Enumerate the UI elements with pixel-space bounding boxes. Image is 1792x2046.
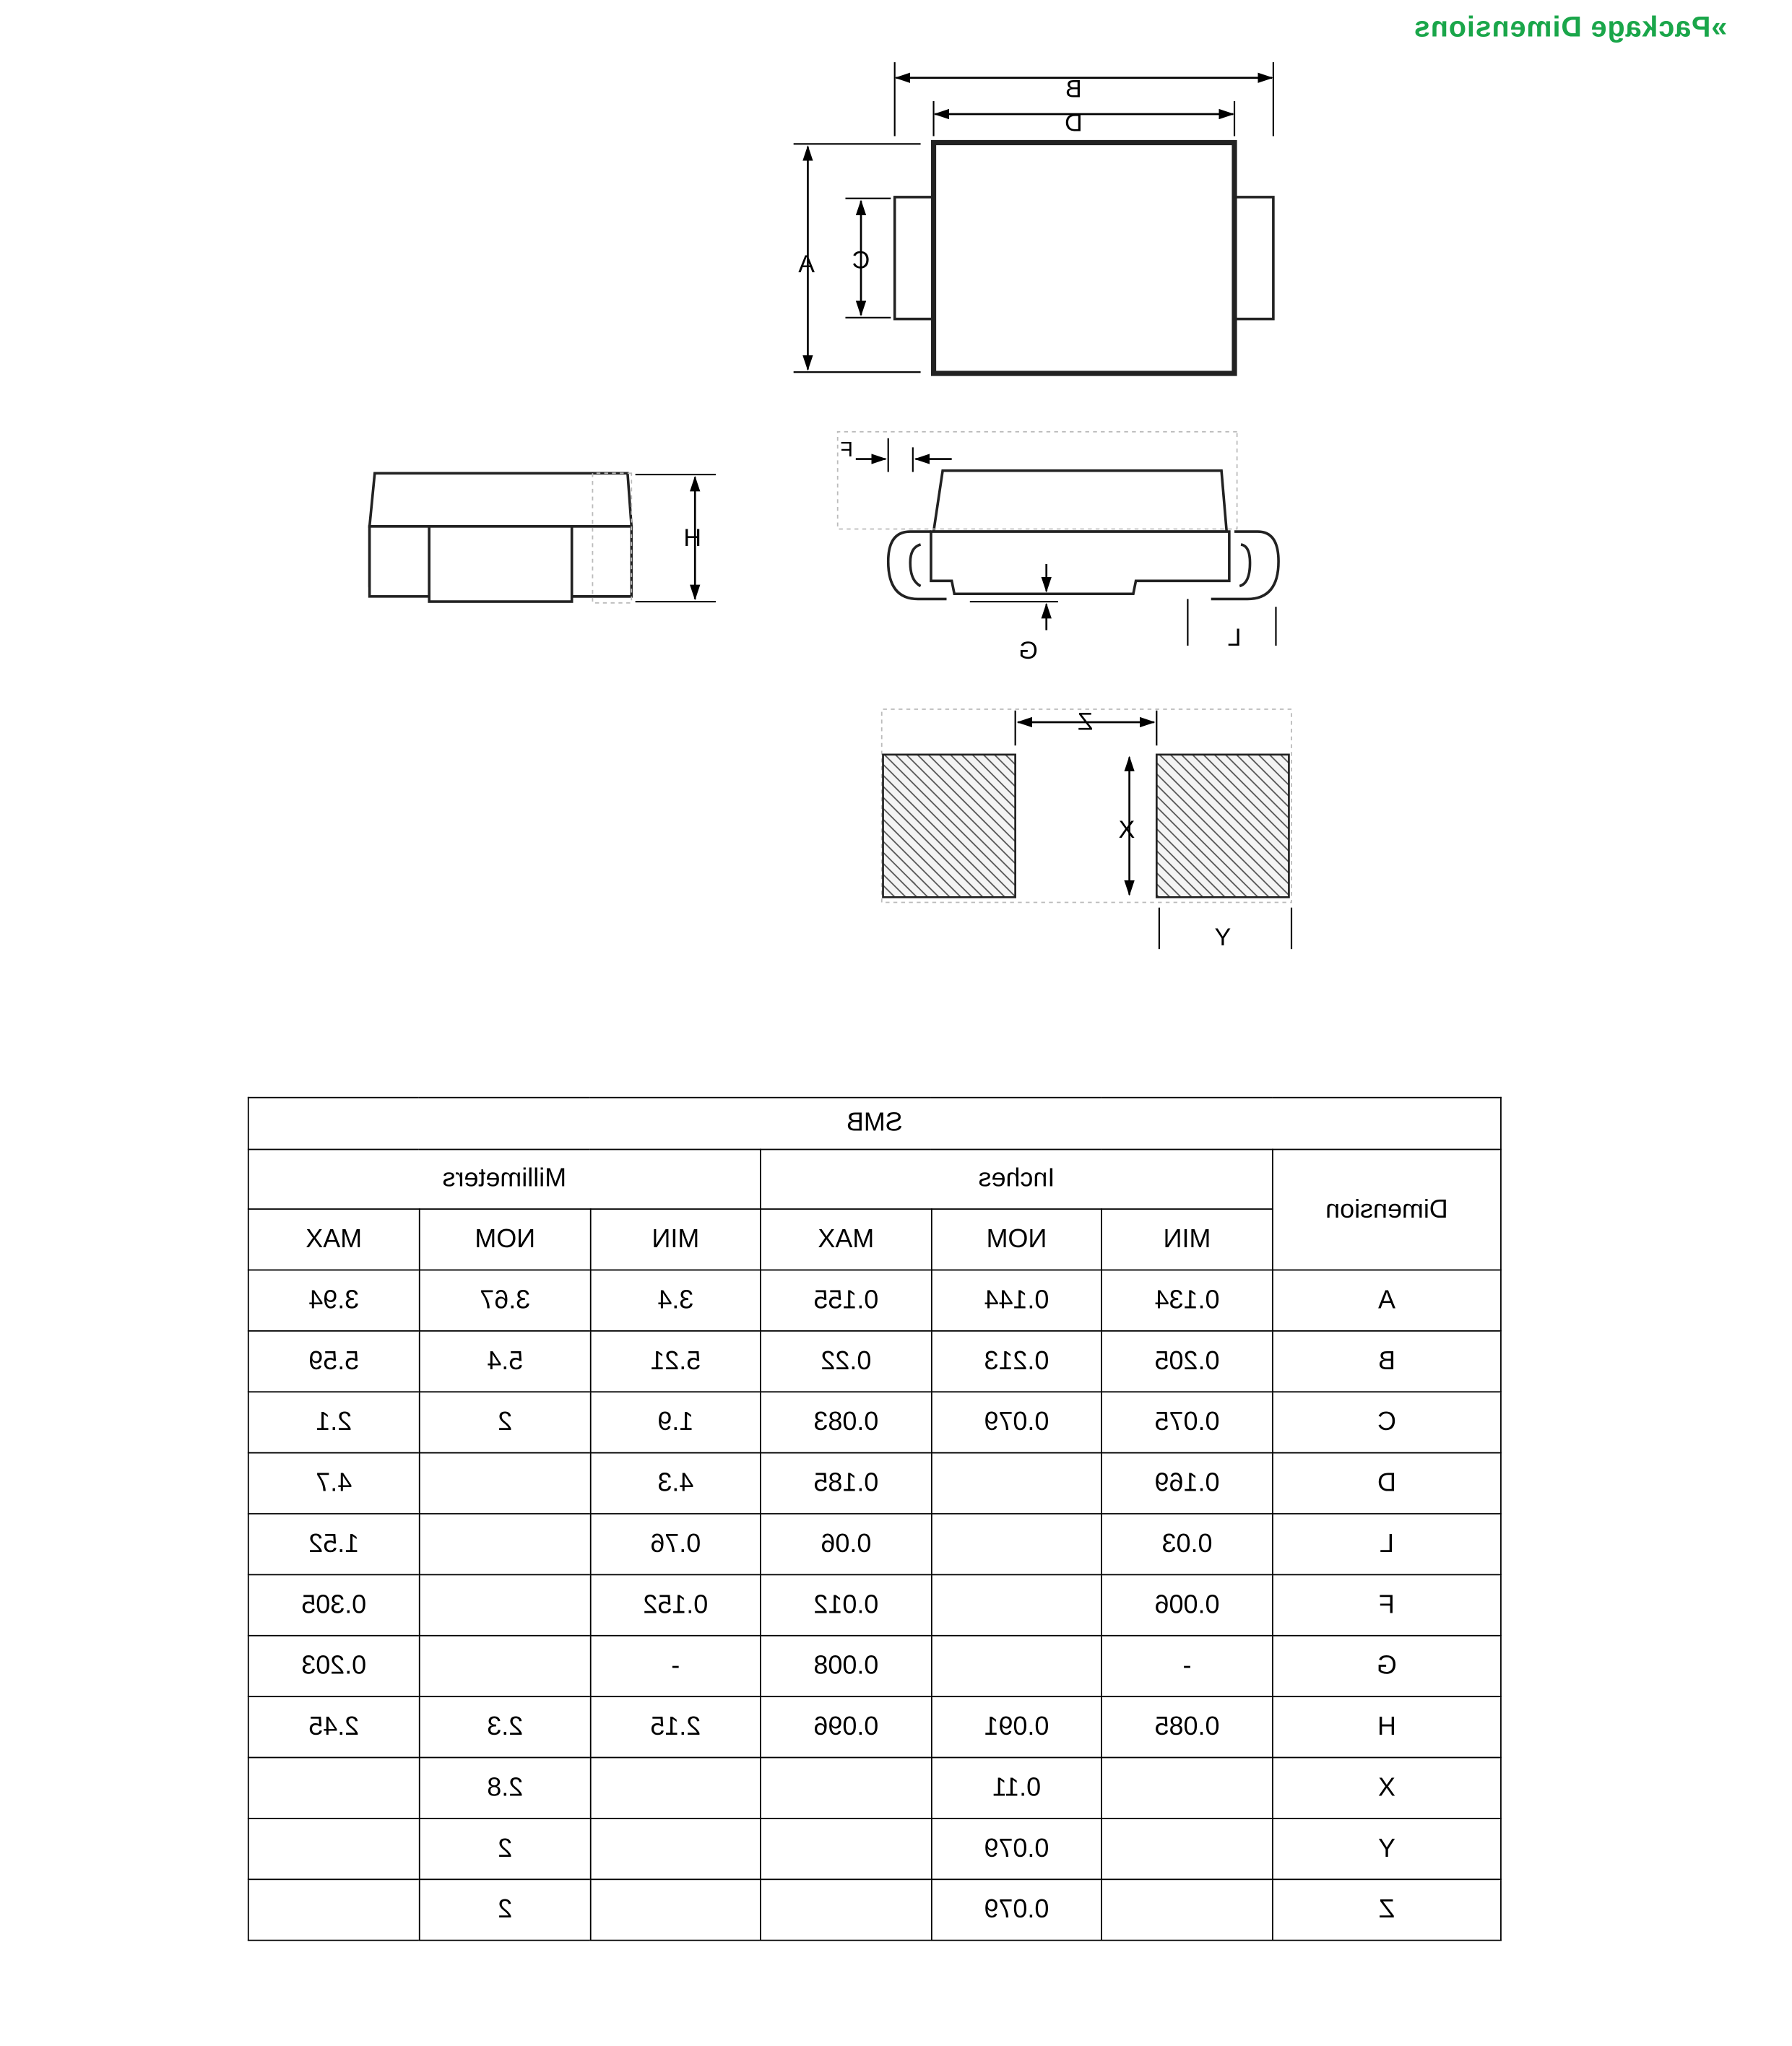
value-cell	[1101, 1758, 1273, 1819]
dimension-cell: F	[1273, 1574, 1501, 1635]
right-lead	[895, 197, 934, 319]
value-cell: 4.3	[591, 1453, 761, 1514]
label-a: A	[798, 251, 815, 279]
label-d: D	[1065, 109, 1083, 137]
value-cell	[932, 1514, 1101, 1574]
value-cell: 3.4	[591, 1270, 761, 1330]
value-cell: 2.1	[248, 1392, 420, 1452]
left-pad	[1156, 755, 1289, 897]
value-cell	[1101, 1879, 1273, 1940]
label-z: Z	[1078, 708, 1093, 736]
dimension-cell: H	[1273, 1696, 1501, 1757]
value-cell	[932, 1636, 1101, 1696]
dimension-cell: X	[1273, 1758, 1501, 1819]
dimension-cell: Z	[1273, 1879, 1501, 1940]
dimension-cell: A	[1273, 1270, 1501, 1330]
table-row	[248, 1514, 1501, 1574]
table-row	[248, 1636, 1501, 1696]
value-cell	[761, 1758, 932, 1819]
inches-header: Inches	[761, 1150, 1273, 1210]
table-row	[248, 1574, 1501, 1635]
value-cell: 2.45	[248, 1696, 420, 1757]
table-row	[248, 1696, 1501, 1757]
side-view	[838, 432, 1278, 664]
value-cell: 0.144	[932, 1270, 1101, 1330]
sub-header-inch-nom: NOM	[932, 1209, 1101, 1270]
land-pattern	[882, 708, 1291, 951]
value-cell: 5.4	[420, 1331, 591, 1392]
value-cell: 0.075	[1101, 1392, 1273, 1452]
value-cell: 0.205	[1101, 1331, 1273, 1392]
value-cell: 2.3	[420, 1696, 591, 1757]
label-b: B	[1065, 75, 1082, 103]
value-cell: 0.091	[932, 1696, 1101, 1757]
body-outline	[934, 142, 1234, 373]
value-cell: 0.012	[761, 1574, 932, 1635]
table-row	[248, 1392, 1501, 1452]
page-title: »Package Dimensions	[1414, 10, 1728, 43]
value-cell: 0.11	[932, 1758, 1101, 1819]
value-cell: 0.006	[1101, 1574, 1273, 1635]
value-cell	[932, 1453, 1101, 1514]
value-cell: 0.134	[1101, 1270, 1273, 1330]
value-cell: 0.096	[761, 1696, 932, 1757]
value-cell: 0.079	[932, 1392, 1101, 1452]
table-row	[248, 1270, 1501, 1330]
dimension-cell: G	[1273, 1636, 1501, 1696]
value-cell: 0.305	[248, 1574, 420, 1635]
value-cell: 2.8	[420, 1758, 591, 1819]
value-cell	[248, 1819, 420, 1879]
label-c: C	[852, 246, 870, 274]
sub-header-mm-max: MAX	[248, 1209, 420, 1270]
table-row	[248, 1819, 1501, 1879]
table-row	[248, 1879, 1501, 1940]
value-cell: 0.155	[761, 1270, 932, 1330]
value-cell: 1.9	[591, 1392, 761, 1452]
value-cell: 0.169	[1101, 1453, 1273, 1514]
label-g: G	[1018, 637, 1038, 665]
value-cell: 0.083	[761, 1392, 932, 1452]
value-cell	[591, 1819, 761, 1879]
value-cell: 0.008	[761, 1636, 932, 1696]
value-cell: 2	[420, 1392, 591, 1452]
value-cell: 0.03	[1101, 1514, 1273, 1574]
dimension-cell: L	[1273, 1514, 1501, 1574]
value-cell: 3.67	[420, 1270, 591, 1330]
value-cell	[248, 1758, 420, 1819]
label-l: L	[1227, 624, 1242, 652]
table-row	[248, 1331, 1501, 1392]
value-cell	[761, 1879, 932, 1940]
top-view	[794, 62, 1273, 373]
value-cell: 0.76	[591, 1514, 761, 1574]
left-lead	[1234, 197, 1273, 319]
table-row	[248, 1758, 1501, 1819]
value-cell	[248, 1879, 420, 1940]
value-cell	[761, 1819, 932, 1879]
value-cell: 0.079	[932, 1819, 1101, 1879]
label-h: H	[683, 524, 701, 552]
value-cell: 0.213	[932, 1331, 1101, 1392]
dimensions-table	[248, 1097, 1502, 1941]
value-cell	[420, 1636, 591, 1696]
dimension-cell: Y	[1273, 1819, 1501, 1879]
value-cell: 5.59	[248, 1331, 420, 1392]
table-row	[248, 1453, 1501, 1514]
value-cell: 2	[420, 1879, 591, 1940]
value-cell: 0.079	[932, 1879, 1101, 1940]
value-cell: 0.203	[248, 1636, 420, 1696]
right-pad	[883, 755, 1016, 897]
sub-header-inch-min: MIN	[1101, 1209, 1273, 1270]
dimension-header: Dimension	[1273, 1150, 1501, 1270]
value-cell: 0.06	[761, 1514, 932, 1574]
label-y: Y	[1214, 923, 1232, 951]
sub-header-inch-max: MAX	[761, 1209, 932, 1270]
value-cell: 2	[420, 1819, 591, 1879]
dimension-cell: B	[1273, 1331, 1501, 1392]
value-cell	[420, 1574, 591, 1635]
value-cell: -	[591, 1636, 761, 1696]
value-cell	[591, 1758, 761, 1819]
value-cell: 0.185	[761, 1453, 932, 1514]
value-cell	[420, 1453, 591, 1514]
value-cell: 5.21	[591, 1331, 761, 1392]
value-cell: -	[1101, 1636, 1273, 1696]
label-f: F	[840, 438, 854, 461]
value-cell: 1.52	[248, 1514, 420, 1574]
dimension-cell: D	[1273, 1453, 1501, 1514]
value-cell	[420, 1514, 591, 1574]
sub-header-mm-min: MIN	[591, 1209, 761, 1270]
value-cell	[932, 1574, 1101, 1635]
value-cell	[1101, 1819, 1273, 1879]
value-cell: 2.15	[591, 1696, 761, 1757]
package-outline-drawing	[0, 0, 1792, 1011]
value-cell: 3.94	[248, 1270, 420, 1330]
dimension-cell: C	[1273, 1392, 1501, 1452]
label-x: X	[1118, 815, 1135, 844]
value-cell: 0.085	[1101, 1696, 1273, 1757]
millimeters-header: Millimeters	[248, 1150, 761, 1210]
value-cell	[591, 1879, 761, 1940]
sub-header-mm-nom: NOM	[420, 1209, 591, 1270]
value-cell: 0.152	[591, 1574, 761, 1635]
package-name: SMB	[248, 1098, 1501, 1150]
value-cell: 0.22	[761, 1331, 932, 1392]
value-cell: 4.7	[248, 1453, 420, 1514]
end-view	[370, 473, 716, 603]
